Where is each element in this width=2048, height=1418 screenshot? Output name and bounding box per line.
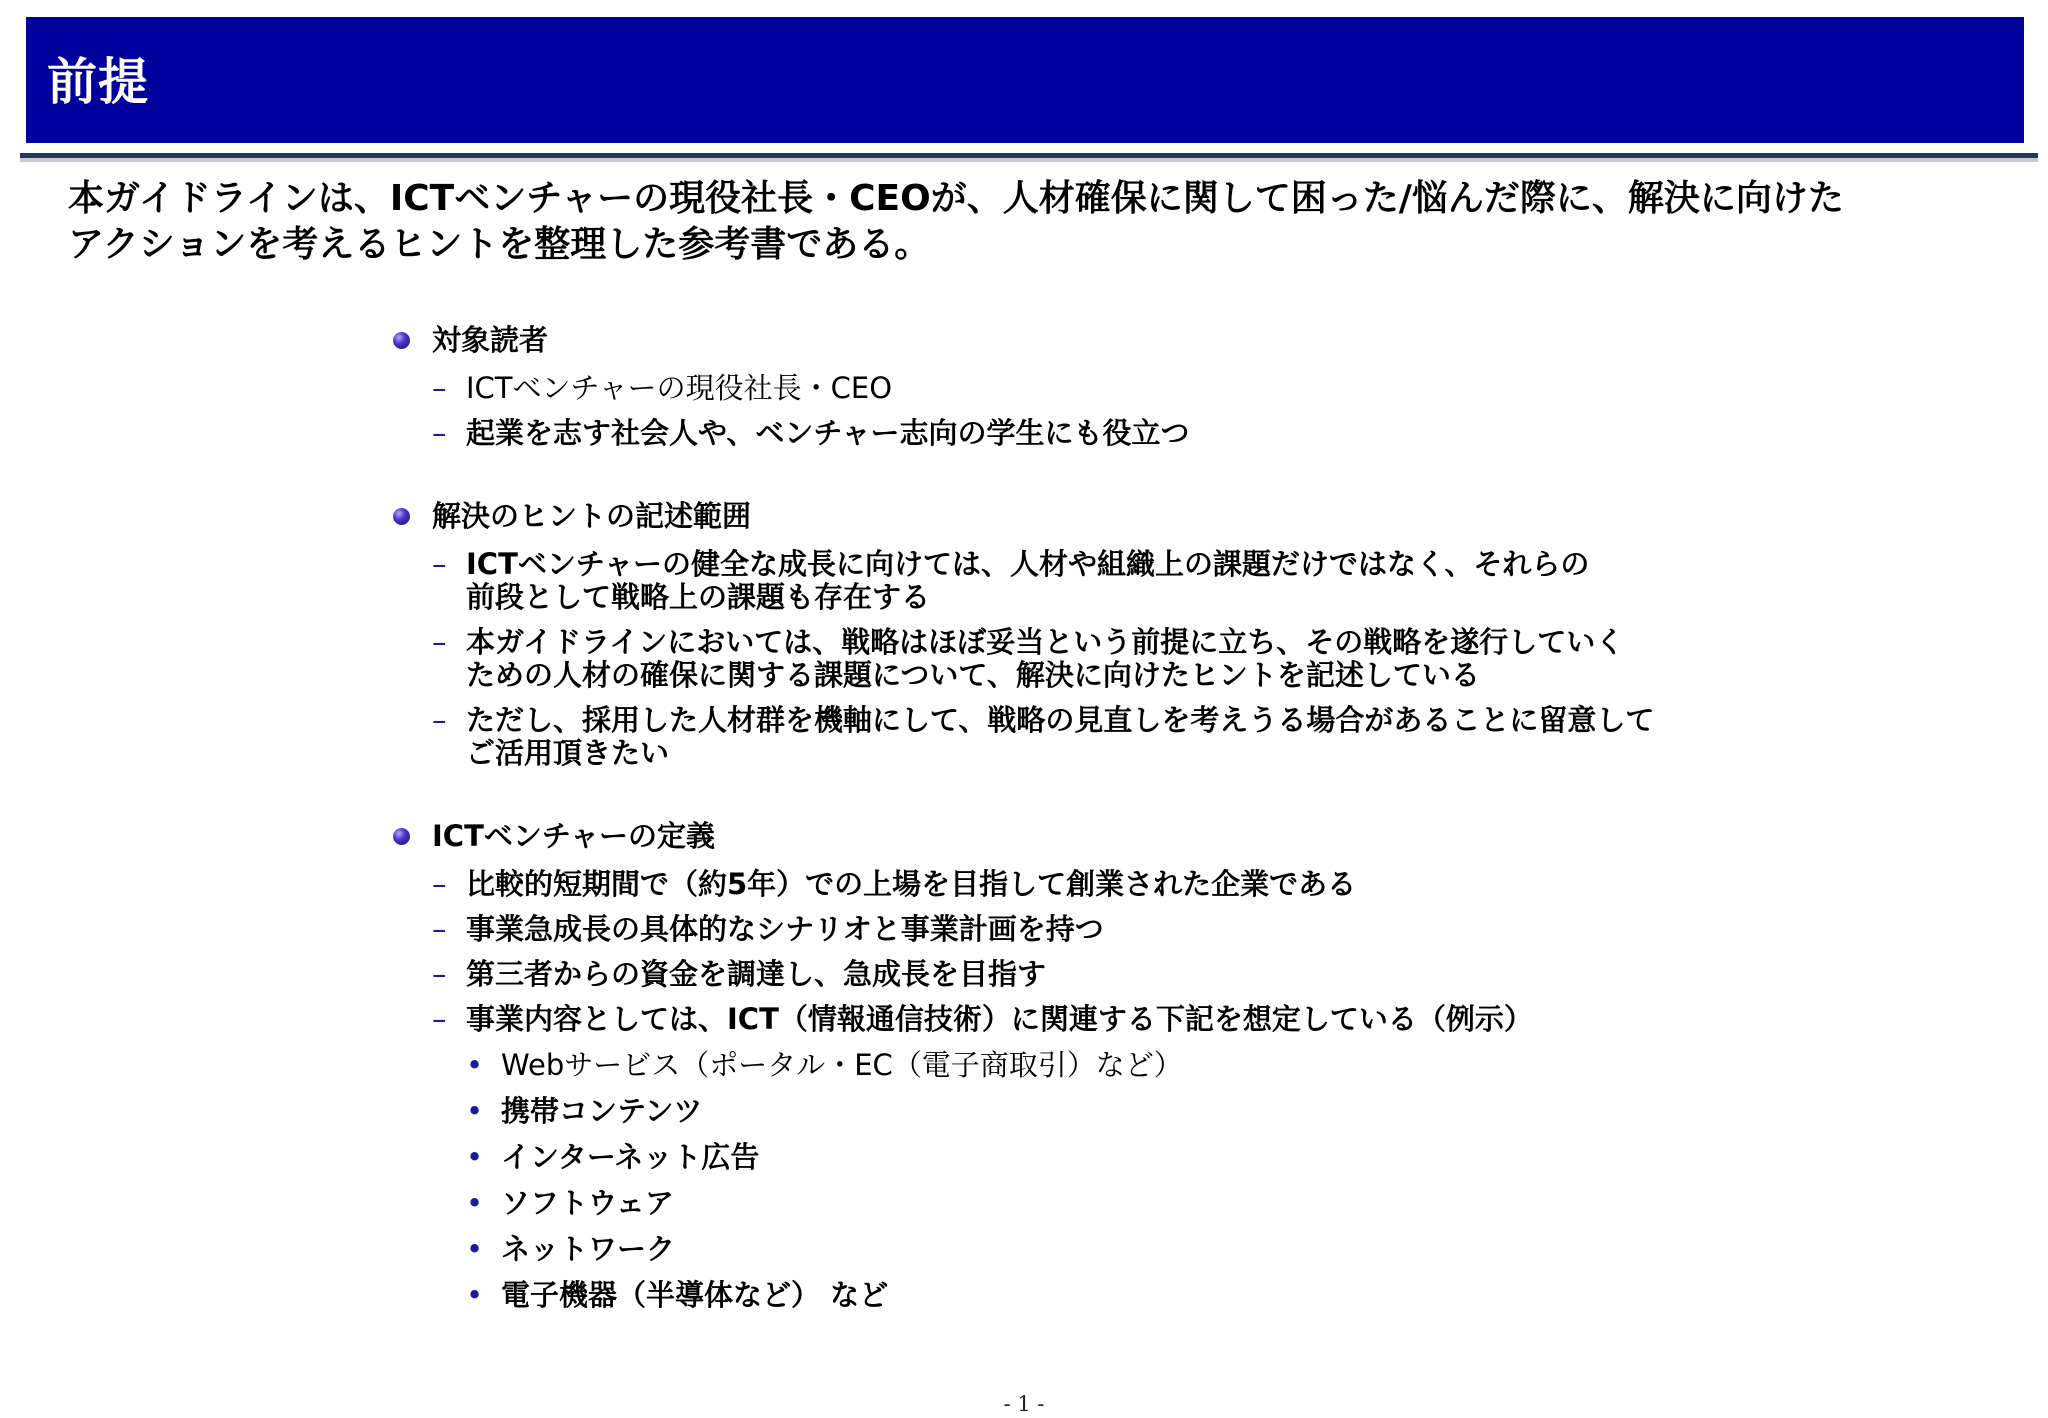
section-target-readers bbox=[390, 320, 1690, 450]
example-item bbox=[390, 1278, 1690, 1312]
dash-bullet-icon: – bbox=[432, 371, 447, 405]
section-ict-venture-definition bbox=[390, 816, 1690, 1312]
list-item-text: 事業内容としては、ICT（情報通信技術）に関連する下記を想定している（例示） bbox=[466, 1002, 1533, 1036]
dash-bullet-icon: – bbox=[432, 957, 447, 991]
example-item-text: ソフトウェア bbox=[501, 1186, 674, 1220]
dot-bullet-icon: • bbox=[466, 1140, 484, 1174]
title-bar bbox=[26, 17, 2024, 143]
list-item-text: ICTベンチャーの現役社長・CEO bbox=[466, 371, 893, 405]
lead-line-1: 本ガイドラインは、ICTベンチャーの現役社長・CEOが、人材確保に関して困った/悩んだ際に、解決に向けた bbox=[68, 178, 1844, 219]
section-heading-text: ICTベンチャーの定義 bbox=[432, 819, 715, 853]
section-heading-text: 解決のヒントの記述範囲 bbox=[432, 499, 752, 533]
section-heading bbox=[390, 816, 1690, 856]
dash-bullet-icon: – bbox=[432, 625, 447, 659]
sphere-bullet-icon bbox=[393, 508, 410, 525]
dash-bullet-icon: – bbox=[432, 912, 447, 946]
example-item-text: Webサービス（ポータル・EC（電子商取引）など） bbox=[501, 1048, 1183, 1082]
page-title: 前提 bbox=[47, 53, 149, 111]
list-item bbox=[390, 372, 1690, 405]
dot-bullet-icon: • bbox=[466, 1278, 484, 1312]
dash-bullet-icon: – bbox=[432, 416, 447, 450]
example-item bbox=[390, 1140, 1690, 1174]
sphere-bullet-icon bbox=[393, 828, 410, 845]
list-item bbox=[390, 704, 1690, 770]
list-item-text: 事業急成長の具体的なシナリオと事業計画を持つ bbox=[466, 912, 1104, 946]
example-item bbox=[390, 1232, 1690, 1266]
list-item-text-line-1: ただし、採用した人材群を機軸にして、戦略の見直しを考えうる場合があることに留意して bbox=[466, 703, 1655, 737]
list-item-text-line-1: 本ガイドラインにおいては、戦略はほぼ妥当という前提に立ち、その戦略を遂行していく bbox=[466, 625, 1625, 659]
list-item-text-line-2: 前段として戦略上の課題も存在する bbox=[466, 580, 931, 614]
section-hint-scope bbox=[390, 496, 1690, 770]
example-item-text: ネットワーク bbox=[501, 1232, 676, 1266]
list-item-text-line-2: ご活用頂きたい bbox=[466, 736, 670, 770]
lead-line-2: アクションを考えるヒントを整理した参考書である。 bbox=[68, 224, 931, 265]
list-item bbox=[390, 1003, 1690, 1036]
sphere-bullet-icon bbox=[393, 332, 410, 349]
dot-bullet-icon: • bbox=[466, 1048, 484, 1082]
section-heading-text: 対象読者 bbox=[432, 323, 549, 357]
list-item-text: 起業を志す社会人や、ベンチャー志向の学生にも役立つ bbox=[466, 416, 1190, 450]
list-item bbox=[390, 548, 1690, 614]
example-item-text: インターネット広告 bbox=[501, 1140, 760, 1174]
example-item bbox=[390, 1186, 1690, 1220]
example-item bbox=[390, 1048, 1690, 1082]
list-item bbox=[390, 626, 1690, 692]
example-item-text: 電子機器（半導体など） など bbox=[501, 1278, 889, 1312]
section-heading bbox=[390, 320, 1690, 360]
dot-bullet-icon: • bbox=[466, 1186, 484, 1220]
dot-bullet-icon: • bbox=[466, 1094, 484, 1128]
list-item-text-line-2: ための人材の確保に関する課題について、解決に向けたヒントを記述している bbox=[466, 658, 1480, 692]
sections-list bbox=[390, 320, 1690, 1312]
list-item-text: 比較的短期間で（約5年）での上場を目指して創業された企業である bbox=[466, 867, 1357, 901]
dash-bullet-icon: – bbox=[432, 703, 447, 737]
list-item bbox=[390, 417, 1690, 450]
dash-bullet-icon: – bbox=[432, 547, 447, 581]
list-item bbox=[390, 868, 1690, 901]
section-heading bbox=[390, 496, 1690, 536]
lead-statement bbox=[68, 176, 1998, 268]
header-divider-shadow bbox=[20, 158, 2038, 162]
dash-bullet-icon: – bbox=[432, 867, 447, 901]
list-item-text-line-1: ICTベンチャーの健全な成長に向けては、人材や組織上の課題だけではなく、それらの bbox=[466, 547, 1590, 581]
page-number: - 1 - bbox=[1003, 1392, 1045, 1416]
dash-bullet-icon: – bbox=[432, 1002, 447, 1036]
list-item bbox=[390, 913, 1690, 946]
list-item-text: 第三者からの資金を調達し、急成長を目指す bbox=[466, 957, 1047, 991]
dot-bullet-icon: • bbox=[466, 1232, 484, 1266]
example-item bbox=[390, 1094, 1690, 1128]
example-item-text: 携帯コンテンツ bbox=[501, 1094, 703, 1128]
list-item bbox=[390, 958, 1690, 991]
